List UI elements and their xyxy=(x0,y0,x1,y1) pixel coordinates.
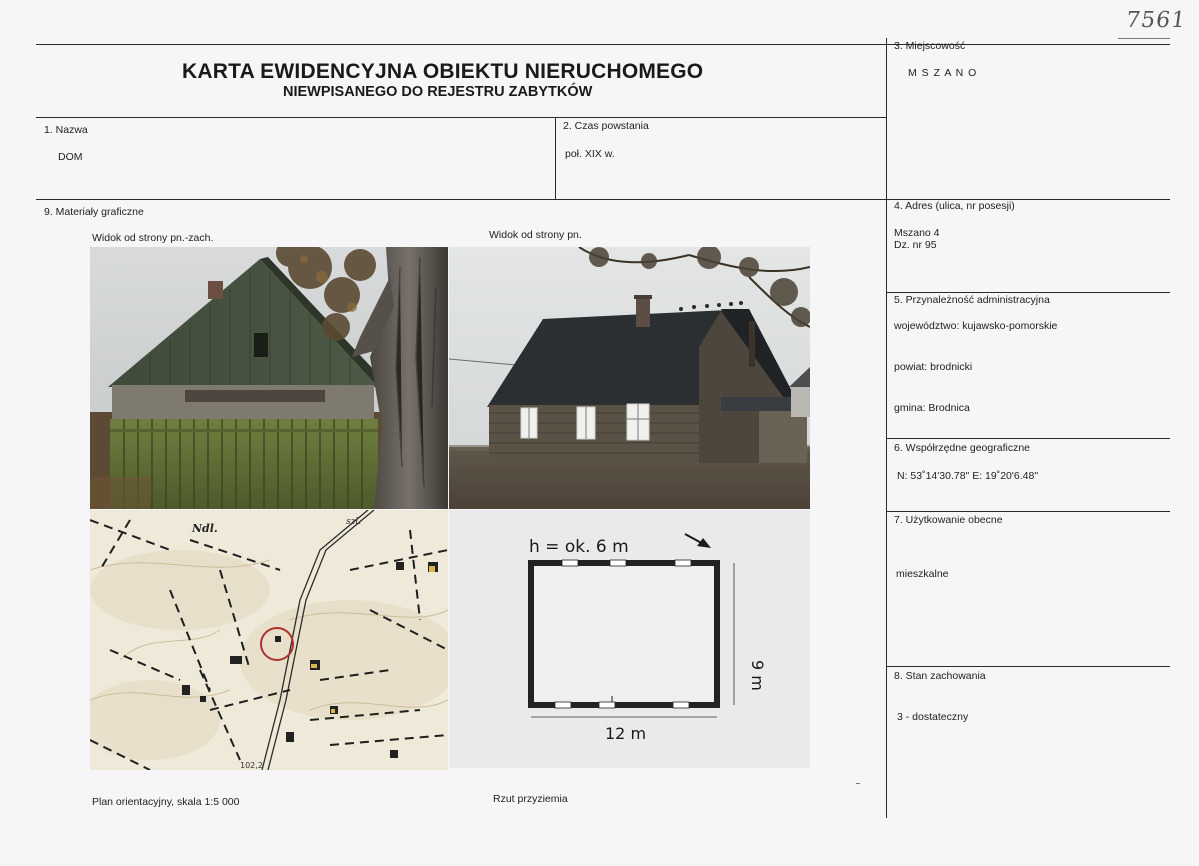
orientation-map xyxy=(90,510,448,770)
wojewodztwo-value: województwo: kujawsko-pomorskie xyxy=(894,320,1058,332)
miejscowosc-label: 3. Miejscowość xyxy=(894,40,966,52)
wspolrzedne-bottom-line xyxy=(886,511,1170,512)
top-border xyxy=(36,44,1170,45)
uzytkowanie-bottom-line xyxy=(886,666,1170,667)
uzytkowanie-label: 7. Użytkowanie obecne xyxy=(894,514,1003,526)
floor-plan xyxy=(449,510,810,768)
materialy-label: 9. Materiały graficzne xyxy=(44,206,144,218)
uzytkowanie-value: mieszkalne xyxy=(896,568,949,580)
wspolrzedne-label: 6. Współrzędne geograficzne xyxy=(894,442,1030,454)
nazwa-label: 1. Nazwa xyxy=(44,124,88,136)
card-subtitle: NIEWPISANEGO DO REJESTRU ZABYTKÓW xyxy=(283,84,593,100)
photo2-caption: Widok od strony pn. xyxy=(489,229,582,241)
map-label-elevation: 102,2 xyxy=(240,761,263,770)
powiat-value: powiat: brodnicki xyxy=(894,361,973,373)
gmina-value: gmina: Brodnica xyxy=(894,402,970,414)
adres-value-line1: Mszano 4 xyxy=(894,227,940,239)
photo-north-view xyxy=(449,247,810,509)
stan-label: 8. Stan zachowania xyxy=(894,670,986,682)
photo-northwest-view xyxy=(90,247,448,509)
wspolrzedne-value: N: 53˚14'30.78" E: 19˚20'6.48" xyxy=(897,470,1039,482)
north-arrow-icon xyxy=(685,534,711,548)
adres-bottom-line xyxy=(886,292,1170,293)
map-caption: Plan orientacyjny, skala 1:5 000 xyxy=(92,796,240,808)
header-bottom-line xyxy=(36,117,886,118)
photo1-caption: Widok od strony pn.-zach. xyxy=(92,232,214,244)
przynaleznosc-label: 5. Przynależność administracyjna xyxy=(894,294,1050,306)
adres-label: 4. Adres (ulica, nr posesji) xyxy=(894,200,1015,212)
margin-tick xyxy=(856,783,860,784)
plan-depth-label: 9 m xyxy=(748,660,767,691)
right-column-divider xyxy=(886,38,887,818)
plan-height-label: h = ok. 6 m xyxy=(529,537,629,557)
plan-caption: Rzut przyziemia xyxy=(493,793,568,805)
archive-number-underline xyxy=(1118,38,1170,39)
map-label-szl: szl. xyxy=(346,517,362,527)
archive-number: 7561 xyxy=(1124,8,1188,33)
nazwa-value: DOM xyxy=(58,151,83,163)
map-label-ndl: Ndl. xyxy=(192,522,218,535)
miejscowosc-value: M S Z A N O xyxy=(908,67,978,79)
stan-value: 3 - dostateczny xyxy=(897,711,969,723)
nazwa-czas-divider xyxy=(555,117,556,199)
card-title: KARTA EWIDENCYJNA OBIEKTU NIERUCHOMEGO xyxy=(182,60,704,83)
plan-width-label: 12 m xyxy=(605,724,647,743)
czas-value: poł. XIX w. xyxy=(565,148,615,160)
adres-value-line2: Dz. nr 95 xyxy=(894,239,937,251)
czas-label: 2. Czas powstania xyxy=(563,120,649,132)
przynaleznosc-bottom-line xyxy=(886,438,1170,439)
